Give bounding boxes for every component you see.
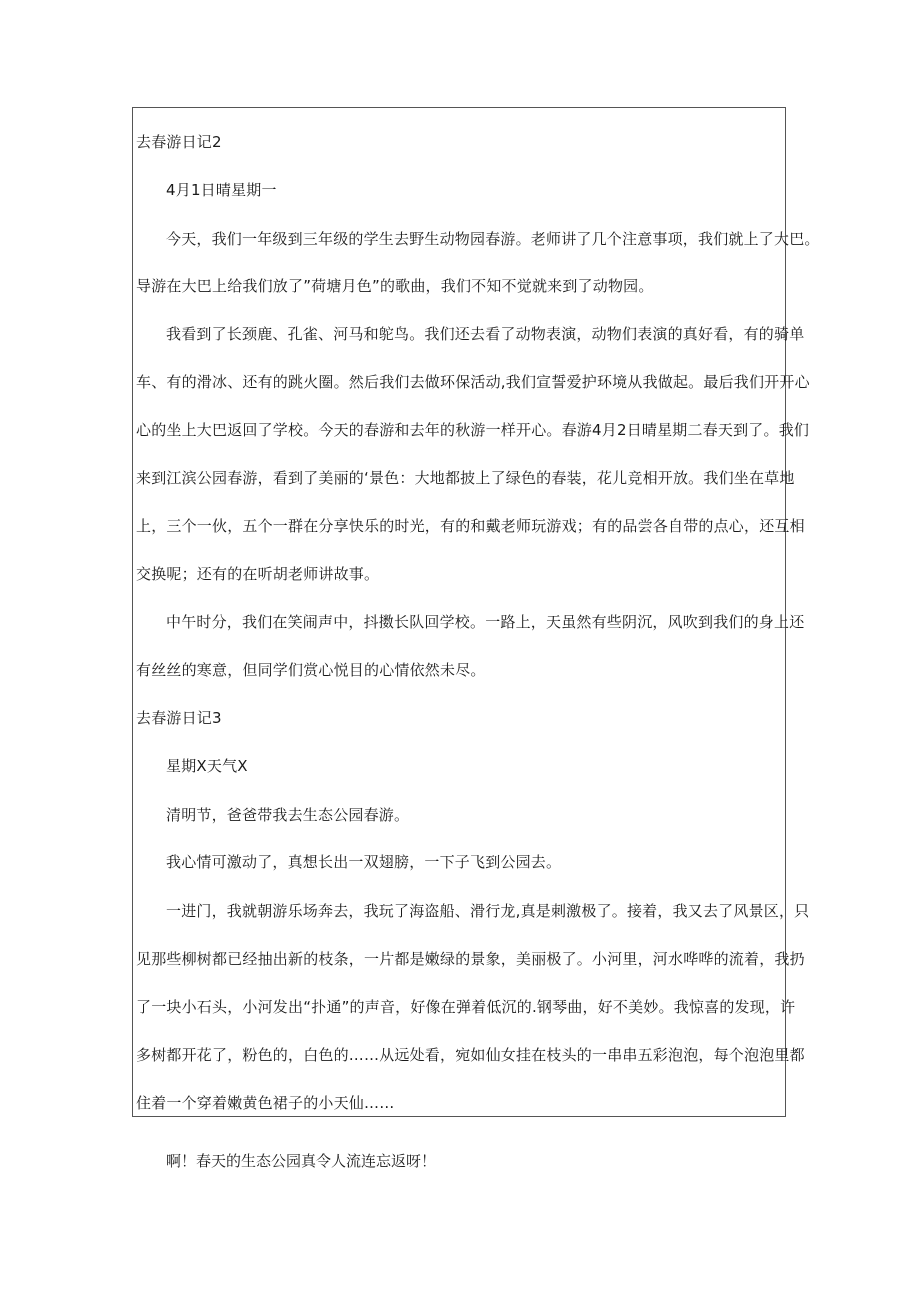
paragraph-line: 车、有的滑冰、还有的跳火圈。然后我们去做环保活动,我们宣誓爱护环境从我做起。最后我们开开心 — [136, 373, 810, 391]
paragraph-line: 住着一个穿着嫩黄色裙子的小天仙…… — [136, 1094, 395, 1112]
paragraph-line: 交换呢；还有的在听胡老师讲故事。 — [136, 565, 380, 583]
date-line: 星期X天气X — [166, 757, 248, 775]
paragraph-line: 来到江滨公园春游，看到了美丽的‘景色：大地都披上了绿色的春装，花儿竞相开放。我们坐在草地 — [136, 469, 795, 487]
paragraph-line: 上，三个一伙，五个一群在分享快乐的时光，有的和戴老师玩游戏；有的品尝各自带的点心，还互相 — [136, 517, 805, 535]
paragraph-line: 我看到了长颈鹿、孔雀、河马和鸵鸟。我们还去看了动物表演，动物们表演的真好看，有的骑单 — [166, 325, 805, 343]
closing-line: 啊！春天的生态公园真令人流连忘返呀！ — [166, 1152, 437, 1170]
paragraph-line: 清明节，爸爸带我去生态公园春游。 — [166, 806, 410, 824]
paragraph-line: 今天，我们一年级到三年级的学生去野生动物园春游。老师讲了几个注意事项，我们就上了大巴。 — [166, 230, 820, 248]
paragraph-line: 了一块小石头，小河发出“扑通”的声音，好像在弹着低沉的.钢琴曲，好不美妙。我惊喜的发现，许 — [136, 998, 796, 1016]
paragraph-line: 我心情可激动了，真想长出一双翅膀，一下子飞到公园去。 — [166, 853, 562, 871]
paragraph-line: 见那些柳树都已经抽出新的枝条，一片都是嫩绿的景象，美丽极了。小河里，河水哗哗的流着，我扔 — [136, 950, 805, 968]
paragraph-line: 有丝丝的寒意，但同学们赏心悦目的心情依然未尽。 — [136, 661, 486, 679]
paragraph-line: 导游在大巴上给我们放了”荷塘月色”的歌曲，我们不知不觉就来到了动物园。 — [136, 277, 654, 295]
paragraph-line: 一进门，我就朝游乐场奔去，我玩了海盗船、滑行龙,真是刺激极了。接着，我又去了风景区，只 — [166, 902, 810, 920]
date-line: 4月1日晴星期一 — [166, 181, 277, 199]
paragraph-line: 多树都开花了，粉色的，白色的……从远处看，宛如仙女挂在枝头的一串串五彩泡泡，每个泡泡里都 — [136, 1046, 805, 1064]
paragraph-line: 中午时分，我们在笑闹声中，抖擞长队回学校。一路上，天虽然有些阴沉，风吹到我们的身上还 — [166, 613, 805, 631]
section-heading: 去春游日记2 — [136, 133, 222, 151]
section-heading: 去春游日记3 — [136, 709, 222, 727]
paragraph-line: 心的坐上大巴返回了学校。今天的春游和去年的秋游一样开心。春游4月2日晴星期二春天到了。我们 — [136, 421, 810, 439]
